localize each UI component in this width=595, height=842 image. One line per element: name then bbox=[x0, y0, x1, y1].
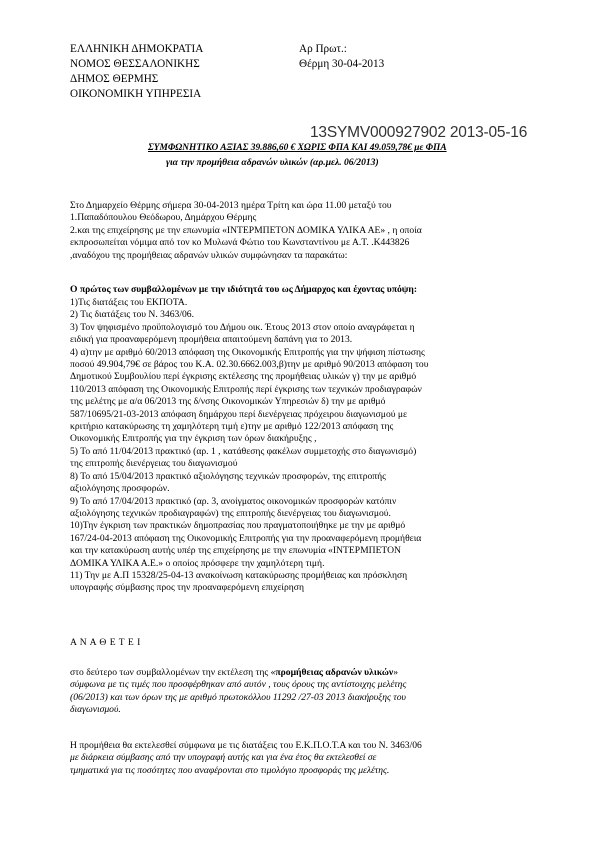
execution-paragraph bbox=[70, 740, 422, 777]
issuer-block bbox=[70, 42, 203, 102]
execution-line: Η προμήθεια θα εκτελεσθεί σύμφωνα με τις διατάξεις του Ε.Κ.Π.Ο.Τ.Α και του Ν. 3463/06 bbox=[70, 740, 422, 751]
consideration-line: 167/24-04-2013 απόφαση της Οικονομικής Επιτροπής για την προαναφερόμενη προμήθεια bbox=[70, 532, 422, 544]
consideration-line: 11) Την με Α.Π 15328/25-04-13 ανακοίνωση κατακύρωσης προμήθειας και πρόσκληση bbox=[70, 569, 408, 581]
execution-line: τμηματικά για τις ποσότητες που αναφέρονται στο τιμολόγιο προσφοράς της μελέτης. bbox=[70, 764, 390, 776]
consideration-line: 1)Τις διατάξεις του ΕΚΠΟΤΑ. bbox=[70, 297, 188, 308]
assignment-line: (06/2013) και των όρων της με αριθμό πρωτοκόλλου 11292 /27-03 2013 διακήρυξης του bbox=[70, 691, 406, 703]
assignment-text: στο δεύτερο των συμβαλλομένων την εκτέλεση της « bbox=[70, 667, 276, 678]
procurement-subject: προμήθειας αδρανών υλικών bbox=[275, 667, 394, 678]
consideration-line: ειδική για προαναφερόμενη προμήθεια απαιτούμενη δαπάνη για το 2013. bbox=[70, 334, 353, 346]
issuer-line: ΝΟΜΟΣ ΘΕΣΣΑΛΟΝΙΚΗΣ bbox=[70, 58, 200, 70]
registry-stamp: 13SYMV000927902 2013-05-16 bbox=[310, 124, 528, 141]
place-date: Θέρμη 30-04-2013 bbox=[299, 58, 385, 70]
document-subtitle: για την προμήθεια αδρανών υλικών (αρ.μελ. 06/2013) bbox=[166, 157, 379, 168]
issuer-line: ΔΗΜΟΣ ΘΕΡΜΗΣ bbox=[70, 73, 159, 85]
assignment-line: σύμφωνα με τις τιμές που προσφέρθηκαν από αυτόν , τους όρους της αντίστοιχης μελέτης bbox=[70, 679, 407, 691]
consideration-line: 3) Τον ψηφισμένο προϋπολογισμό του Δήμου οικ. Έτους 2013 στον οποίο αναγράφεται η bbox=[70, 321, 415, 333]
consideration-line: 5) Το από 11/04/2013 πρακτικό (αρ. 1 , κατάθεσης φακέλων συμμετοχής στο διαγωνισμό) bbox=[70, 445, 417, 457]
considerations-list bbox=[70, 297, 428, 595]
intro-paragraph bbox=[70, 200, 422, 262]
assignment-text: » bbox=[393, 667, 398, 678]
consideration-line: ποσού 49.904,79€ σε βάρος του Κ.Α. 02.30.6662.003,β)την με αριθμό 90/2013 απόφαση του bbox=[70, 359, 429, 371]
consideration-line: της μελέτης με α/α 06/2013 της δ/νσης Οικονομικών Υπηρεσιών δ) την με αριθμό bbox=[70, 396, 386, 408]
protocol-number: Αρ Πρωτ.: bbox=[299, 43, 347, 55]
execution-line: με διάρκεια σύμβασης από την υπογραφή αυτής και για ένα έτος θα εκτελεσθεί σε bbox=[70, 752, 377, 764]
considerations-heading: Ο πρώτος των συμβαλλομένων με την ιδιότητά του ως Δήμαρχος και έχοντας υπόψη: bbox=[70, 284, 418, 295]
assigns-heading: Α Ν Α Θ Ε Τ Ε Ι bbox=[70, 637, 141, 648]
intro-line: 1.Παπαδόπουλου Θεόδωρου, Δημάρχου Θέρμης bbox=[70, 212, 257, 224]
consideration-line: της επιτροπής διενέργειας του διαγωνισμού bbox=[70, 458, 238, 470]
issuer-line: ΟΙΚΟΝΟΜΙΚΗ ΥΠΗΡΕΣΙΑ bbox=[70, 88, 202, 100]
intro-line: 2.και της επιχείρησης με την επωνυμία «ΙΝΤΕΡΜΠΕΤΟΝ ΔΟΜΙΚΑ ΥΛΙΚΑ ΑΕ» , η οποία bbox=[70, 224, 422, 236]
document-title: ΣΥΜΦΩΝΗΤΙΚΟ ΑΞΙΑΣ 39.886,60 € ΧΩΡΙΣ ΦΠΑ ΚΑΙ 49.059,78€ με ΦΠΑ bbox=[148, 143, 447, 153]
consideration-line: 9) Το από 17/04/2013 πρακτικό (αρ. 3, ανοίγματος οικονομικών προσφορών κατόπιν bbox=[70, 495, 397, 507]
consideration-line: 8) Το από 15/04/2013 πρακτικό αξιολόγησης τεχνικών προσφορών, της επιτροπής bbox=[70, 470, 386, 482]
consideration-line: 587/10695/21-03-2013 απόφαση δημάρχου περί διενέργειας πρόχειρου διαγωνισμού με bbox=[70, 408, 408, 420]
intro-line: ,αναδόχου της προμήθειας αδρανών υλικών συμφώνησαν τα παρακάτω: bbox=[70, 249, 348, 261]
consideration-line: 110/2013 απόφαση της Οικονομικής Επιτροπής περί έγκρισης των τεχνικών προδιαγραφών bbox=[70, 383, 422, 395]
assignment-paragraph bbox=[70, 667, 406, 717]
protocol-block bbox=[299, 42, 384, 72]
issuer-line: ΕΛΛΗΝΙΚΗ ΔΗΜΟΚΡΑΤΙΑ bbox=[70, 43, 204, 55]
intro-line: εκπροσωπείται νόμιμα από τον κο Μυλωνά Φώτιο του Κωνσταντίνου με Α.Τ. .Κ443826 bbox=[70, 237, 410, 249]
consideration-line: υπογραφής σύμβασης προς την προαναφερόμενη επιχείρηση bbox=[70, 582, 304, 594]
consideration-line: Οικονομικής Επιτροπής για την έγκριση των όρων διακήρυξης , bbox=[70, 433, 317, 445]
consideration-line: αξιολόγησης προσφορών. bbox=[70, 483, 170, 495]
consideration-line: 4) α)την με αριθμό 60/2013 απόφαση της Οικονομικής Επιτροπής για την ψήφιση πίστωσης bbox=[70, 346, 425, 358]
consideration-line: 10)Την έγκριση των πρακτικών δημοπρασίας που πραγματοποιήθηκε με την με αριθμό bbox=[70, 520, 406, 532]
consideration-line: κριτήριο κατακύρωσης τη χαμηλότερη τιμή ε)την με αριθμό 122/2013 απόφαση της bbox=[70, 421, 394, 433]
consideration-line: Δημοτικού Συμβουλίου περί έγκρισης εκτέλεσης της προμήθειας υλικών γ) την με αριθμό bbox=[70, 371, 417, 383]
assignment-line: διαγωνισμού. bbox=[70, 704, 121, 716]
consideration-line: και την κατακύρωση αυτής υπέρ της επιχείρησης με την επωνυμία «ΙΝΤΕΡΜΠΕΤΟΝ bbox=[70, 545, 401, 557]
consideration-line: 2) Τις διατάξεις του Ν. 3463/06. bbox=[70, 309, 194, 321]
intro-line: Στο Δημαρχείο Θέρμης σήμερα 30-04-2013 ημέρα Τρίτη και ώρα 11.00 μεταξύ του bbox=[70, 200, 392, 211]
consideration-line: ΔΟΜΙΚΑ ΥΛΙΚΑ Α.Ε.» ο οποίος πρόσφερε την χαμηλότερη τιμή. bbox=[70, 557, 325, 569]
consideration-line: αξιολόγησης τεχνικών προδιαγραφών) της επιτροπής διενέργειας του διαγωνισμού. bbox=[70, 507, 391, 519]
assignment-first-line bbox=[70, 667, 406, 679]
